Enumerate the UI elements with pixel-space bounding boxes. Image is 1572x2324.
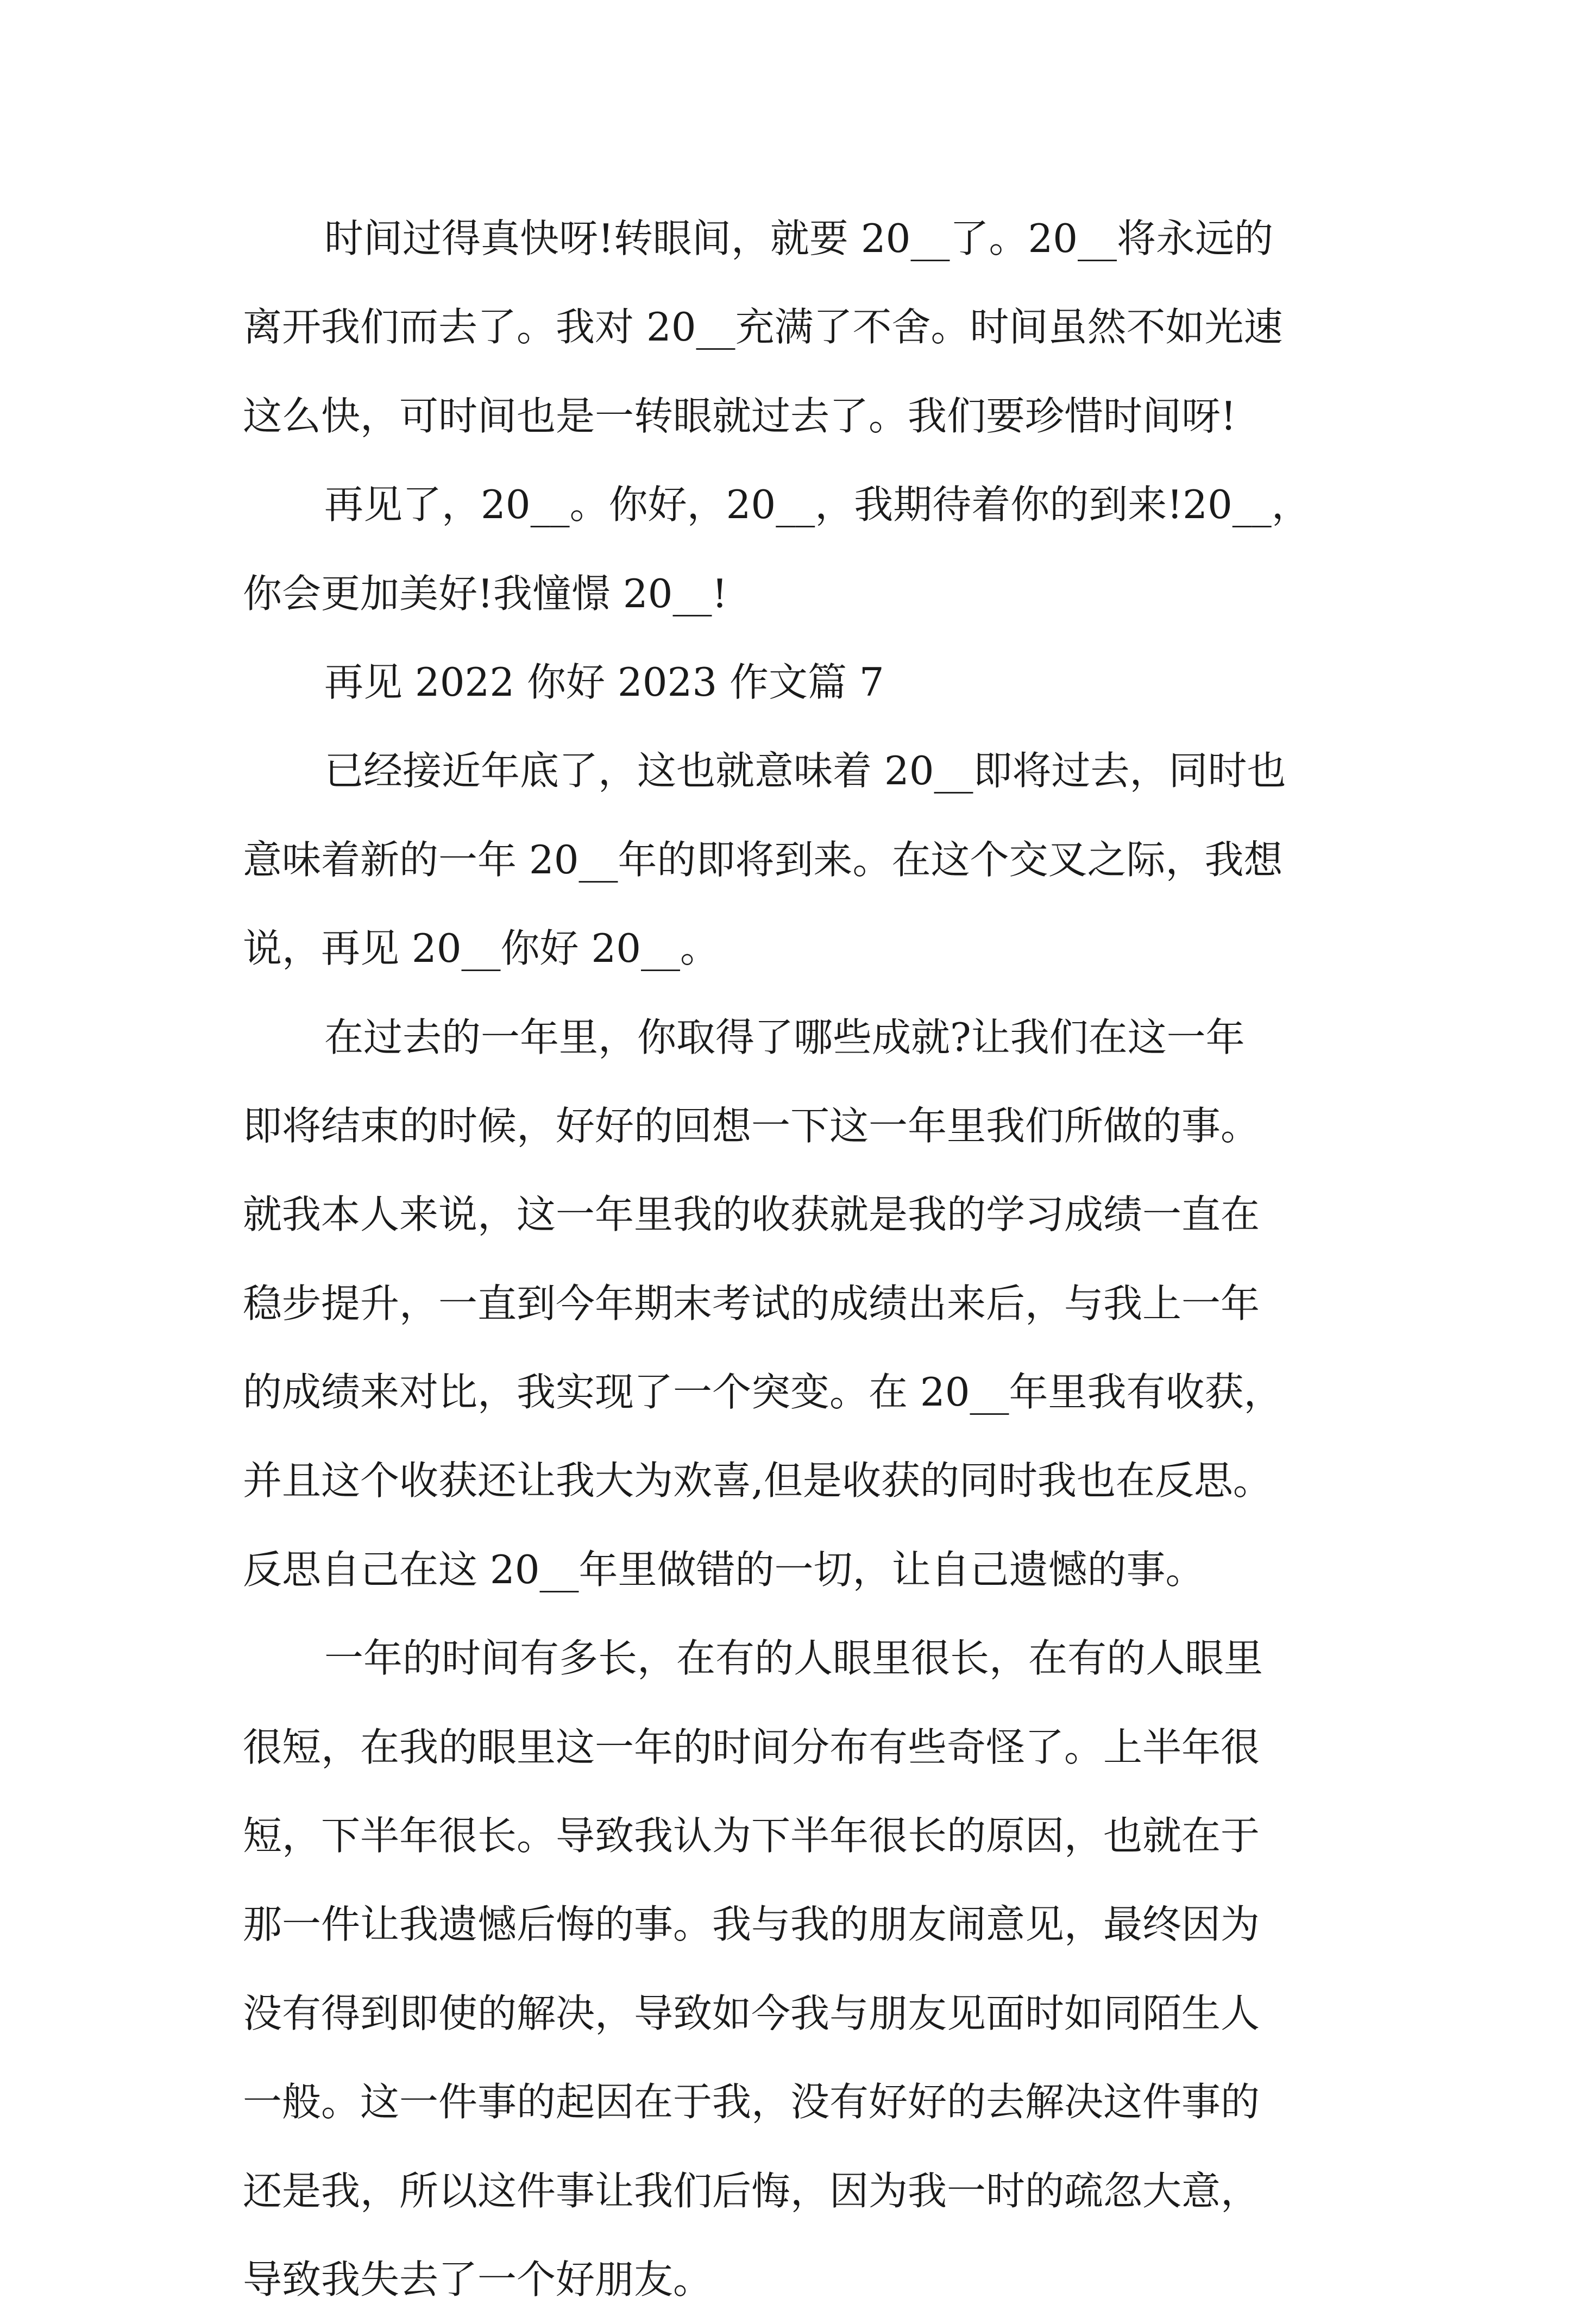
text-line: 还是我，所以这件事让我们后悔，因为我一时的疏忽大意， xyxy=(243,2168,1260,2214)
text-line: 导致我失去了一个好朋友。 xyxy=(243,2256,713,2302)
text-line: 并且这个收获还让我大为欢喜,但是收获的同时我也在反思。 xyxy=(243,1458,1272,1504)
text-line: 稳步提升，一直到今年期末考试的成绩出来后，与我上一年 xyxy=(243,1280,1260,1326)
text-line: 意味着新的一年 20__年的即将到来。在这个交叉之际，我想 xyxy=(243,836,1283,883)
text-line: 一般。这一件事的起因在于我，没有好好的去解决这件事的 xyxy=(243,2079,1260,2125)
document-body xyxy=(243,194,1345,2324)
text-line: 短，下半年很长。导致我认为下半年很长的原因，也就在于 xyxy=(243,1813,1260,1859)
text-line: 反思自己在这 20__年里做错的一切，让自己遗憾的事。 xyxy=(243,1546,1205,1592)
text-line: 很短，在我的眼里这一年的时间分布有些奇怪了。上半年很 xyxy=(243,1724,1260,1770)
text-line: 再见了，20__。你好，20__，我期待着你的到来!20__， xyxy=(324,482,1311,528)
text-line: 一年的时间有多长，在有的人眼里很长，在有的人眼里 xyxy=(324,1635,1263,1681)
text-line: 你会更加美好!我憧憬 20__! xyxy=(243,570,728,616)
text-line: 即将结束的时候，好好的回想一下这一年里我们所做的事。 xyxy=(243,1103,1260,1149)
text-line: 已经接近年底了，这也就意味着 20__即将过去，同时也 xyxy=(324,748,1286,794)
text-line: 就我本人来说，这一年里我的收获就是我的学习成绩一直在 xyxy=(243,1192,1260,1238)
text-line: 的成绩来对比，我实现了一个突变。在 20__年里我有收获， xyxy=(243,1369,1283,1415)
text-line: 那一件让我遗憾后悔的事。我与我的朋友闹意见，最终因为 xyxy=(243,1901,1260,1948)
text-line: 离开我们而去了。我对 20__充满了不舍。时间虽然不如光速 xyxy=(243,304,1283,350)
text-line: 没有得到即使的解决，导致如今我与朋友见面时如同陌生人 xyxy=(243,1990,1260,2036)
text-line: 在过去的一年里，你取得了哪些成就?让我们在这一年 xyxy=(324,1014,1245,1060)
text-line: 时间过得真快呀!转眼间，就要 20__了。20__将永远的 xyxy=(324,216,1274,261)
section-title: 再见 2022 你好 2023 作文篇 7 xyxy=(324,659,884,705)
text-line: 说，再见 20__你好 20__。 xyxy=(243,925,720,972)
text-line: 这么快，可时间也是一转眼就过去了。我们要珍惜时间呀! xyxy=(243,393,1236,439)
